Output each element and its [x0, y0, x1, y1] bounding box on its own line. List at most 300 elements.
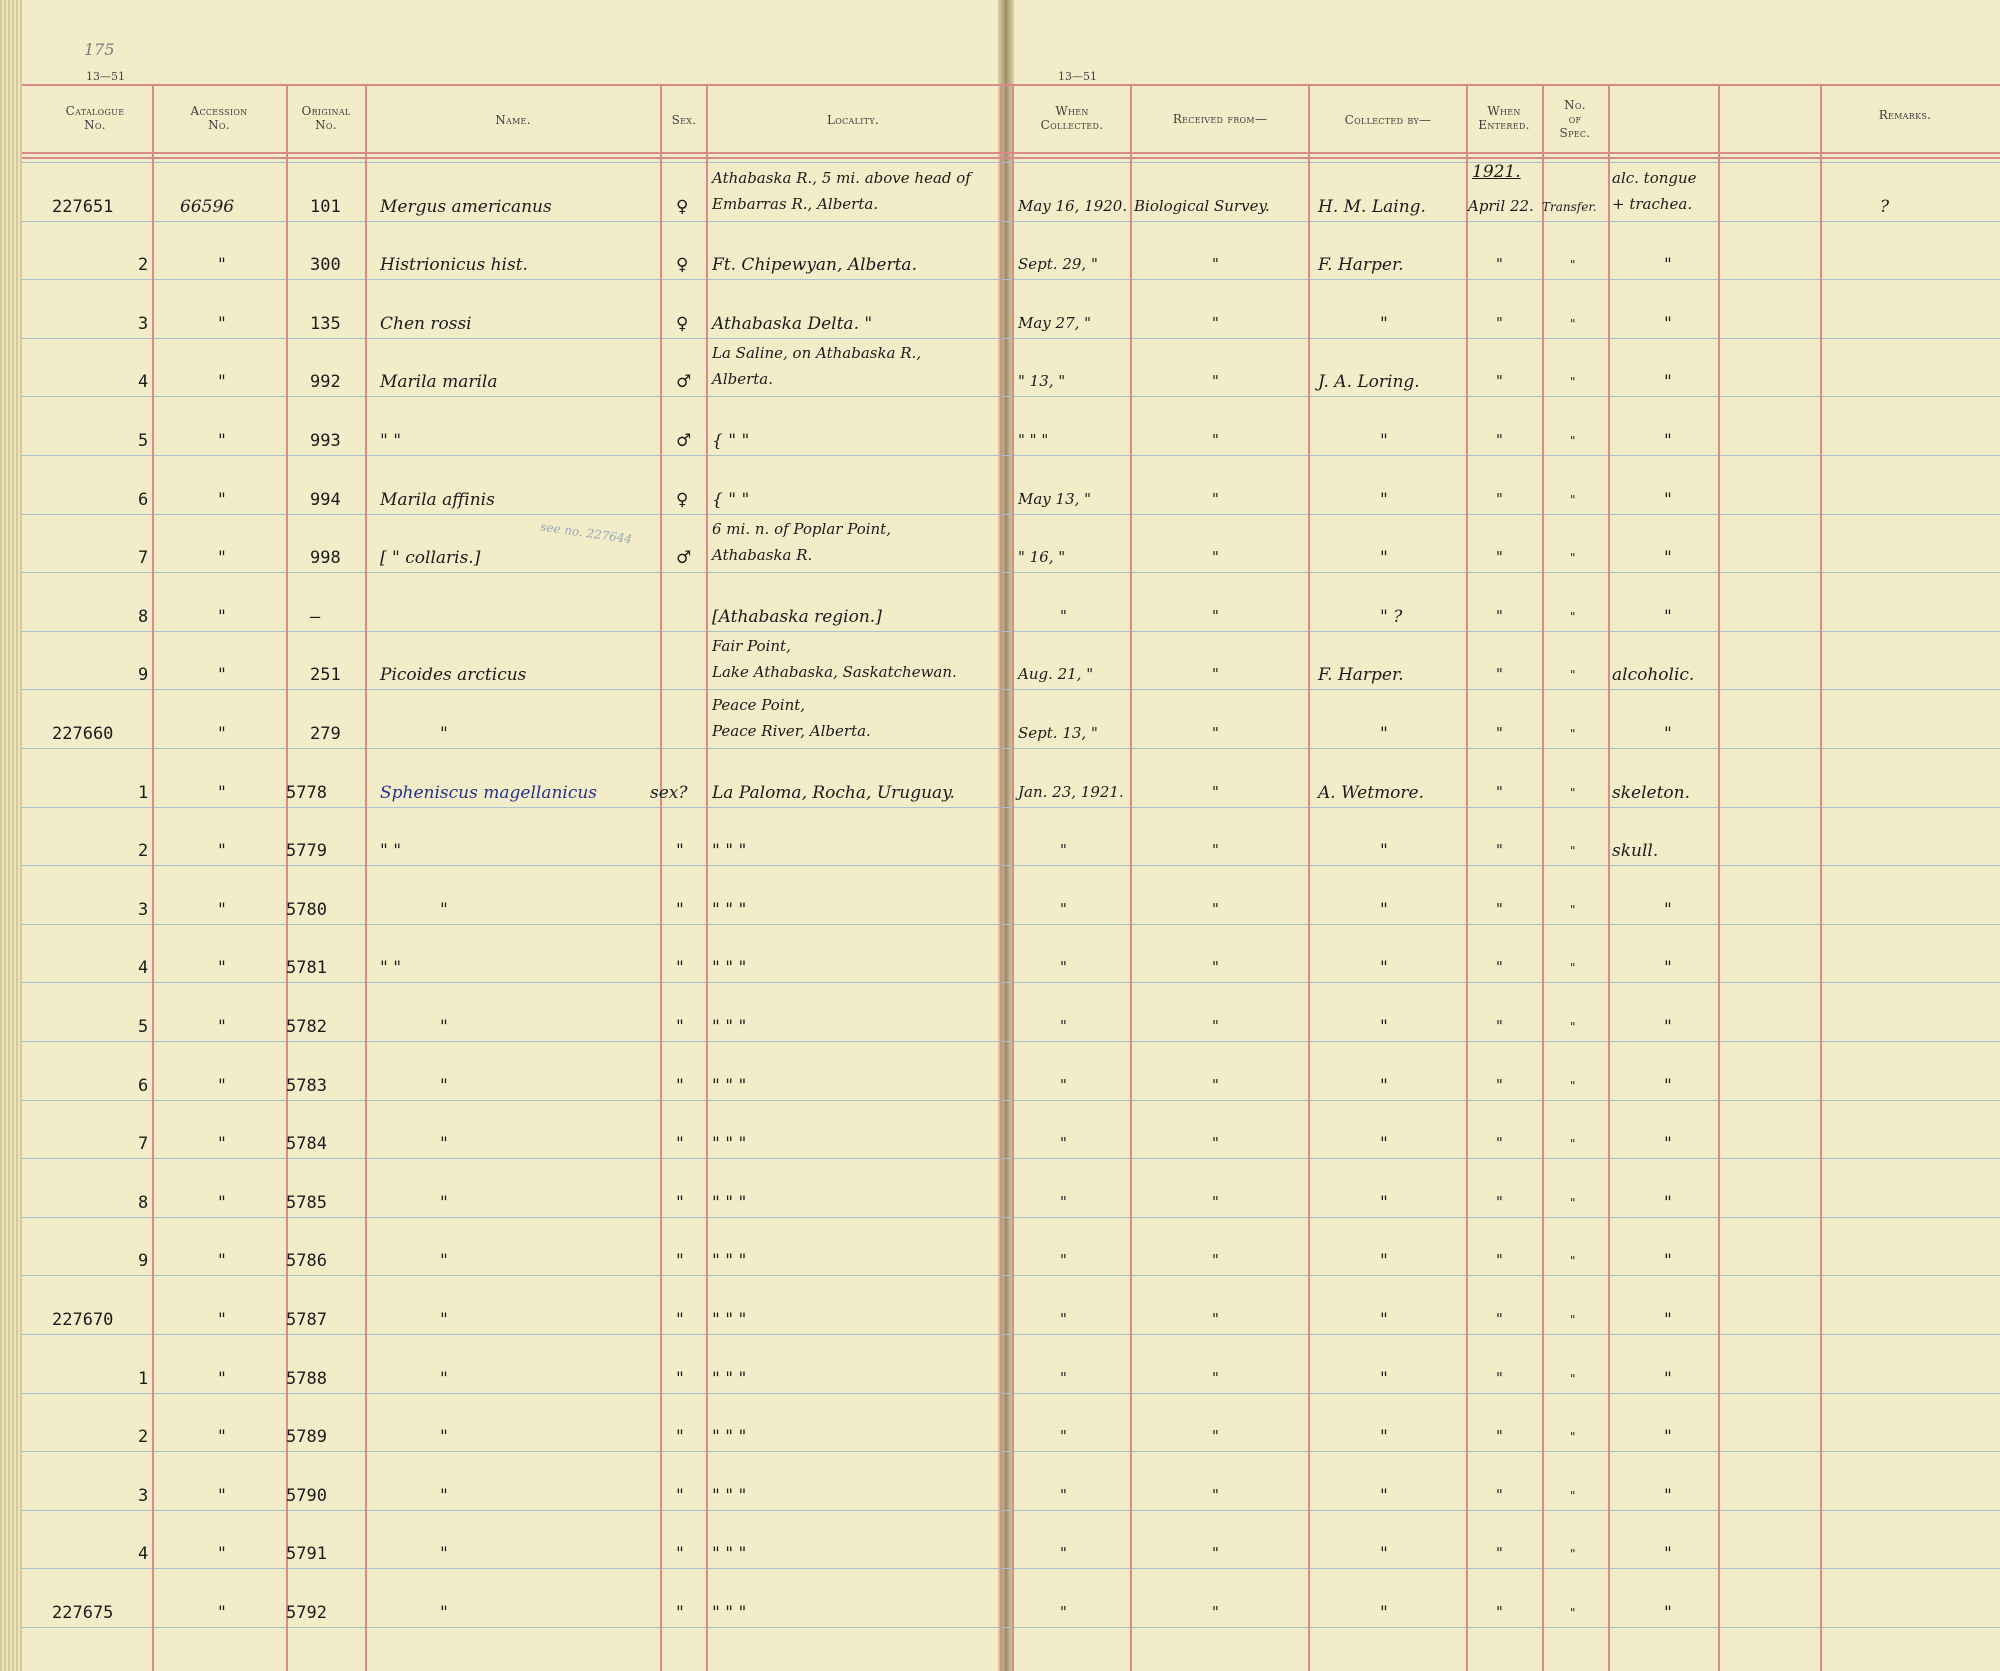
accession-no: " [218, 255, 226, 275]
remarks: " [1664, 490, 1672, 510]
original-no: 251 [310, 665, 341, 685]
catalogue-no: 3 [138, 314, 149, 334]
no-of-spec: " [1570, 961, 1576, 975]
catalogue-no: 2 [138, 841, 149, 861]
catalogue-no: 8 [138, 607, 149, 627]
when-collected: " [1060, 1603, 1067, 1621]
collected-by: H. M. Laing. [1318, 197, 1426, 217]
received-from: " [1212, 665, 1219, 683]
left-page-number: 13—51 [86, 70, 125, 83]
when-collected: May 13, " [1018, 490, 1092, 508]
when-collected: May 27, " [1018, 314, 1092, 332]
collected-by: " [1380, 1486, 1388, 1506]
sex: " [676, 1603, 684, 1623]
when-collected: " [1060, 900, 1067, 918]
accession-no: " [218, 1427, 226, 1447]
no-of-spec: " [1570, 317, 1576, 331]
collected-by: " ? [1380, 607, 1403, 627]
remarks: " [1664, 314, 1672, 334]
locality: " " " [712, 900, 747, 920]
page-edges [0, 0, 22, 1671]
species-name: Picoides arcticus [380, 665, 527, 685]
original-no: — [310, 607, 321, 627]
original-no: 992 [310, 372, 341, 392]
received-from: " [1212, 1076, 1219, 1094]
catalogue-no: 3 [138, 900, 149, 920]
ruled-line [22, 631, 2000, 632]
received-from: " [1212, 1544, 1219, 1562]
column-rule [152, 84, 154, 1671]
original-no: 5789 [286, 1427, 327, 1447]
no-of-spec: " [1570, 610, 1576, 624]
right-page-number: 13—51 [1058, 70, 1097, 83]
received-from: " [1212, 958, 1219, 976]
when-entered: " [1496, 1076, 1503, 1094]
accession-no: " [218, 431, 226, 451]
received-from: " [1212, 1369, 1219, 1387]
received-from: " [1212, 490, 1219, 508]
right-page [1006, 0, 2000, 1671]
collected-by: " [1380, 1193, 1388, 1213]
received-from: " [1212, 1603, 1219, 1621]
ruled-line [22, 1510, 2000, 1511]
received-from: " [1212, 548, 1219, 566]
collected-by: " [1380, 548, 1388, 568]
catalogue-no: 3 [138, 1486, 149, 1506]
no-of-spec: " [1570, 493, 1576, 507]
remarks: skeleton. [1612, 783, 1691, 803]
when-entered: " [1496, 1427, 1503, 1445]
received-from: Biological Survey. [1134, 197, 1270, 215]
when-entered: " [1496, 431, 1503, 449]
locality: " " " [712, 1310, 747, 1330]
column-rule [1012, 84, 1014, 1671]
locality: La Saline, on Athabaska R., [712, 344, 922, 362]
original-no: 5791 [286, 1544, 327, 1564]
catalogue-no: 227660 [52, 724, 114, 744]
species-name: " [440, 1603, 448, 1623]
collected-by: " [1380, 724, 1388, 744]
no-of-spec: Transfer. [1542, 200, 1597, 214]
accession-no: " [218, 958, 226, 978]
no-of-spec: " [1570, 1606, 1576, 1620]
sex: " [676, 1017, 684, 1037]
original-no: 5778 [286, 783, 327, 803]
sex: " [676, 1427, 684, 1447]
locality: Lake Athabaska, Saskatchewan. [712, 663, 957, 681]
catalogue-no: 8 [138, 1193, 149, 1213]
no-of-spec: " [1570, 786, 1576, 800]
when-collected: " [1060, 958, 1067, 976]
when-entered: " [1496, 1193, 1503, 1211]
ruled-line [22, 514, 2000, 515]
received-from: " [1212, 724, 1219, 742]
locality: La Paloma, Rocha, Uruguay. [712, 783, 955, 803]
locality: { " " [712, 490, 750, 510]
header-collected-by: Collected by— [1344, 113, 1432, 127]
when-collected: " 16, " [1018, 548, 1066, 566]
header-original-no: Original No. [301, 104, 351, 132]
accession-no: " [218, 1076, 226, 1096]
locality: " " " [712, 1544, 747, 1564]
remarks: " [1664, 607, 1672, 627]
sex: " [676, 1544, 684, 1564]
no-of-spec: " [1570, 551, 1576, 565]
no-of-spec: " [1570, 1547, 1576, 1561]
received-from: " [1212, 1486, 1219, 1504]
when-entered: " [1496, 1369, 1503, 1387]
header-bottom-rule-2 [22, 157, 2000, 159]
sex: " [676, 841, 684, 861]
when-collected: Aug. 21, " [1018, 665, 1094, 683]
sex: " [676, 1134, 684, 1154]
ruled-line [22, 279, 2000, 280]
species-name: " " [380, 958, 402, 978]
no-of-spec: " [1570, 1430, 1576, 1444]
no-of-spec: " [1570, 1489, 1576, 1503]
locality: [Athabaska region.] [712, 607, 882, 627]
catalogue-no: 7 [138, 1134, 149, 1154]
header-remarks: Remarks. [1878, 108, 1932, 122]
accession-no: " [218, 724, 226, 744]
when-entered: " [1496, 1017, 1503, 1035]
accession-no: " [218, 490, 226, 510]
species-name: Marila marila [380, 372, 498, 392]
folio-number: 175 [84, 40, 115, 59]
collected-by: " [1380, 1369, 1388, 1389]
received-from: " [1212, 372, 1219, 390]
ruled-line [22, 1158, 2000, 1159]
column-rule [1718, 84, 1720, 1671]
header-accession-no: Accession No. [190, 104, 248, 132]
locality: Ft. Chipewyan, Alberta. [712, 255, 917, 275]
remarks: " [1664, 724, 1672, 744]
original-no: 5783 [286, 1076, 327, 1096]
locality: " " " [712, 1076, 747, 1096]
accession-no: " [218, 1310, 226, 1330]
collected-by: " [1380, 1017, 1388, 1037]
sex: ♀ [676, 490, 689, 510]
accession-no: " [218, 1486, 226, 1506]
original-no: 5788 [286, 1369, 327, 1389]
catalogue-no: 7 [138, 548, 149, 568]
original-no: 994 [310, 490, 341, 510]
remarks: " [1664, 958, 1672, 978]
original-no: 5785 [286, 1193, 327, 1213]
accession-no: " [218, 841, 226, 861]
when-entered: " [1496, 1134, 1503, 1152]
received-from: " [1212, 1310, 1219, 1328]
locality: { " " [712, 431, 750, 451]
locality: Athabaska Delta. " [712, 314, 873, 334]
accession-no: " [218, 548, 226, 568]
ruled-line [22, 455, 2000, 456]
when-entered: " [1496, 783, 1503, 801]
accession-no: " [218, 900, 226, 920]
when-entered: " [1496, 724, 1503, 742]
no-of-spec: " [1570, 1196, 1576, 1210]
original-no: 5784 [286, 1134, 327, 1154]
remarks: " [1664, 900, 1672, 920]
collected-by: " [1380, 314, 1388, 334]
ruled-line [22, 572, 2000, 573]
original-no: 300 [310, 255, 341, 275]
remarks: + trachea. [1612, 195, 1693, 213]
no-of-spec: " [1570, 375, 1576, 389]
when-entered: " [1496, 548, 1503, 566]
catalogue-no: 1 [138, 1369, 149, 1389]
sex: " [676, 1251, 684, 1271]
no-of-spec: " [1570, 1372, 1576, 1386]
when-collected: " [1060, 1427, 1067, 1445]
no-of-spec: " [1570, 1313, 1576, 1327]
when-entered: " [1496, 900, 1503, 918]
when-collected: " [1060, 1017, 1067, 1035]
ruled-line [22, 807, 2000, 808]
original-no: 5782 [286, 1017, 327, 1037]
when-entered: " [1496, 958, 1503, 976]
locality: Fair Point, [712, 637, 791, 655]
catalogue-no: 4 [138, 958, 149, 978]
species-name: " [440, 1076, 448, 1096]
when-entered: " [1496, 372, 1503, 390]
original-no: 993 [310, 431, 341, 451]
remarks: " [1664, 1603, 1672, 1623]
received-from: " [1212, 607, 1219, 625]
sex: ♂ [676, 431, 692, 451]
species-name: Chen rossi [380, 314, 472, 334]
when-collected: " [1060, 841, 1067, 859]
sex: sex? [650, 783, 688, 803]
remarks: " [1664, 1427, 1672, 1447]
column-rule [1608, 84, 1610, 1671]
accession-no: " [218, 1544, 226, 1564]
catalogue-no: 2 [138, 255, 149, 275]
collected-by: F. Harper. [1318, 665, 1404, 685]
collected-by: " [1380, 841, 1388, 861]
ruled-line [22, 1393, 2000, 1394]
when-entered: " [1496, 1310, 1503, 1328]
locality: " " " [712, 841, 747, 861]
catalogue-no: 5 [138, 431, 149, 451]
column-rule [1466, 84, 1468, 1671]
column-rule [1308, 84, 1310, 1671]
ruled-line [22, 221, 2000, 222]
no-of-spec: " [1570, 1079, 1576, 1093]
remarks: " [1664, 1369, 1672, 1389]
original-no: 5787 [286, 1310, 327, 1330]
column-rule [1130, 84, 1132, 1671]
when-collected: " [1060, 607, 1067, 625]
original-no: 5786 [286, 1251, 327, 1271]
received-from: " [1212, 783, 1219, 801]
locality: " " " [712, 1134, 747, 1154]
column-rule [365, 84, 367, 1671]
collected-by: " [1380, 900, 1388, 920]
no-of-spec: " [1570, 434, 1576, 448]
accession-no: " [218, 783, 226, 803]
when-entered: April 22. [1468, 197, 1534, 215]
when-collected: Jan. 23, 1921. [1018, 783, 1124, 801]
column-rule [1000, 84, 1002, 1671]
species-name: " " [380, 431, 402, 451]
received-from: " [1212, 255, 1219, 273]
accession-no: " [218, 1134, 226, 1154]
no-of-spec: " [1570, 1020, 1576, 1034]
remarks: " [1664, 372, 1672, 392]
ruled-line [22, 1334, 2000, 1335]
remarks-extra: ? [1880, 197, 1890, 217]
received-from: " [1212, 1251, 1219, 1269]
collected-by: " [1380, 431, 1388, 451]
ruled-line [22, 924, 2000, 925]
when-collected: " [1060, 1486, 1067, 1504]
locality: 6 mi. n. of Poplar Point, [712, 520, 891, 538]
when-entered: " [1496, 1251, 1503, 1269]
sex: ♂ [676, 548, 692, 568]
when-collected: " [1060, 1193, 1067, 1211]
ruled-line [22, 1275, 2000, 1276]
catalogue-no: 4 [138, 372, 149, 392]
locality: " " " [712, 958, 747, 978]
sex: " [676, 1076, 684, 1096]
original-no: 998 [310, 548, 341, 568]
locality: Alberta. [712, 370, 774, 388]
catalogue-no: 5 [138, 1017, 149, 1037]
catalogue-no: 6 [138, 490, 149, 510]
species-name: Spheniscus magellanicus [380, 783, 598, 803]
remarks: " [1664, 1486, 1672, 1506]
name-note: see no. 227644 [539, 519, 633, 547]
locality: " " " [712, 1369, 747, 1389]
ruled-line [22, 1568, 2000, 1569]
no-of-spec: " [1570, 1137, 1576, 1151]
collected-by: " [1380, 1134, 1388, 1154]
species-name: [ " collaris.] [380, 548, 481, 568]
when-collected: " [1060, 1310, 1067, 1328]
collected-by: " [1380, 958, 1388, 978]
column-rule [1542, 84, 1544, 1671]
accession-no: " [218, 1369, 226, 1389]
catalogue-no: 227670 [52, 1310, 114, 1330]
remarks: " [1664, 431, 1672, 451]
header-received-from: Received from— [1172, 112, 1268, 126]
original-no: 5781 [286, 958, 327, 978]
when-collected: " [1060, 1076, 1067, 1094]
when-entered: " [1496, 255, 1503, 273]
received-from: " [1212, 1427, 1219, 1445]
species-name: " [440, 1251, 448, 1271]
when-entered: " [1496, 1544, 1503, 1562]
species-name: Histrionicus hist. [380, 255, 528, 275]
collected-by: " [1380, 1310, 1388, 1330]
when-entered: " [1496, 1603, 1503, 1621]
locality: " " " [712, 1251, 747, 1271]
species-name: " [440, 900, 448, 920]
accession-no: " [218, 665, 226, 685]
sex: ♀ [676, 314, 689, 334]
original-no: 135 [310, 314, 341, 334]
sex: ♀ [676, 197, 689, 217]
catalogue-no: 4 [138, 1544, 149, 1564]
species-name: " [440, 724, 448, 744]
ruled-line [22, 1041, 2000, 1042]
species-name: " [440, 1134, 448, 1154]
accession-no: " [218, 1603, 226, 1623]
remarks: alc. tongue [1612, 169, 1697, 187]
locality: Embarras R., Alberta. [712, 195, 879, 213]
column-rule [706, 84, 708, 1671]
header-locality: Locality. [826, 113, 880, 127]
remarks: alcoholic. [1612, 665, 1695, 685]
header-when-collected: When Collected. [1040, 104, 1104, 132]
no-of-spec: " [1570, 903, 1576, 917]
remarks: " [1664, 1310, 1672, 1330]
no-of-spec: " [1570, 844, 1576, 858]
collected-by: F. Harper. [1318, 255, 1404, 275]
no-of-spec: " [1570, 727, 1576, 741]
when-entered: " [1496, 841, 1503, 859]
remarks: " [1664, 1076, 1672, 1096]
collected-by: " [1380, 1427, 1388, 1447]
accession-no: " [218, 372, 226, 392]
ruled-line [22, 162, 2000, 163]
when-entered: " [1496, 314, 1503, 332]
sex: " [676, 1310, 684, 1330]
sex: " [676, 958, 684, 978]
species-name: " [440, 1193, 448, 1213]
catalogue-no: 9 [138, 665, 149, 685]
column-rule [660, 84, 662, 1671]
original-no: 101 [310, 197, 341, 217]
species-name: " [440, 1427, 448, 1447]
ruled-line [22, 689, 2000, 690]
when-entered: " [1496, 665, 1503, 683]
received-from: " [1212, 1134, 1219, 1152]
received-from: " [1212, 431, 1219, 449]
ruled-line [22, 396, 2000, 397]
ruled-line [22, 338, 2000, 339]
header-name: Name. [495, 113, 531, 127]
original-no: 5780 [286, 900, 327, 920]
received-from: " [1212, 841, 1219, 859]
species-name: " [440, 1369, 448, 1389]
locality: Peace River, Alberta. [712, 722, 871, 740]
when-collected: " [1060, 1544, 1067, 1562]
when-collected: " [1060, 1369, 1067, 1387]
accession-no: " [218, 1251, 226, 1271]
locality: Athabaska R., 5 mi. above head of [712, 169, 971, 187]
accession-no: " [218, 1193, 226, 1213]
when-collected: " [1060, 1134, 1067, 1152]
collected-by: " [1380, 1544, 1388, 1564]
header-sex: Sex. [671, 113, 697, 127]
remarks: " [1664, 1251, 1672, 1271]
column-rule [1820, 84, 1822, 1671]
remarks: " [1664, 1193, 1672, 1213]
sex: " [676, 900, 684, 920]
ruled-line [22, 1100, 2000, 1101]
received-from: " [1212, 1017, 1219, 1035]
species-name: Marila affinis [380, 490, 495, 510]
remarks: " [1664, 255, 1672, 275]
sex: ♀ [676, 255, 689, 275]
header-bottom-rule [22, 152, 2000, 154]
ruled-line [22, 1217, 2000, 1218]
original-no: 279 [310, 724, 341, 744]
year-entered: 1921. [1472, 162, 1521, 182]
accession-no: " [218, 314, 226, 334]
